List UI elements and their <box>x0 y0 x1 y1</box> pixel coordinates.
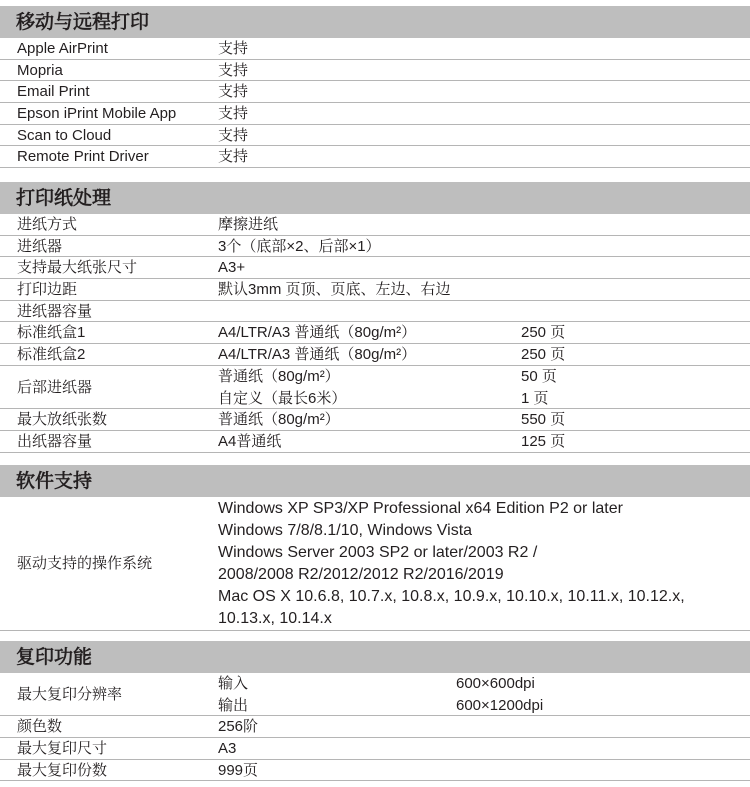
row-quantity-secondary: 1 页 <box>521 389 549 407</box>
row-value: 普通纸（80g/m²） <box>218 411 340 429</box>
table-row <box>0 257 750 279</box>
section-paper-handling <box>0 182 750 453</box>
table-row <box>0 146 750 168</box>
table-row <box>0 236 750 258</box>
row-label: 颜色数 <box>17 718 63 736</box>
table-row <box>0 322 750 344</box>
row-label: 标准纸盒2 <box>17 346 86 364</box>
os-line: 2008/2008 R2/2012/2012 R2/2016/2019 <box>218 566 504 583</box>
row-value: 支持 <box>218 105 249 123</box>
row-quantity: 600×600dpi <box>456 675 535 692</box>
section-title: 软件支持 <box>0 465 750 497</box>
row-label: 最大复印份数 <box>17 761 108 779</box>
table-row <box>0 103 750 125</box>
row-value: 摩擦进纸 <box>218 216 279 233</box>
table-row <box>0 301 750 323</box>
row-value: A4/LTR/A3 普通纸（80g/m²） <box>218 346 417 364</box>
row-label: 最大复印尺寸 <box>17 740 108 758</box>
row-label: 进纸器 <box>17 237 63 255</box>
row-label: 最大放纸张数 <box>17 411 108 429</box>
table-row <box>0 409 750 431</box>
row-value: A3+ <box>218 259 246 277</box>
os-line: Windows Server 2003 SP2 or later/2003 R2 / <box>218 544 538 561</box>
os-list <box>218 498 685 630</box>
section-mobile-printing <box>0 6 750 168</box>
row-quantity: 550 页 <box>521 411 566 429</box>
row-label: Epson iPrint Mobile App <box>17 105 177 123</box>
row-label: 进纸器容量 <box>17 302 93 320</box>
table-row <box>0 279 750 301</box>
table-row <box>0 738 750 760</box>
row-label: 支持最大纸张尺寸 <box>17 259 138 277</box>
row-value: 普通纸（80g/m²） <box>218 367 340 385</box>
row-value: 支持 <box>218 83 249 101</box>
row-value: 默认3mm 页顶、页底、左边、右边 <box>218 281 451 299</box>
table-row <box>0 214 750 236</box>
os-line: Windows 7/8/8.1/10, Windows Vista <box>218 522 473 539</box>
row-value: 支持 <box>218 148 249 166</box>
os-line: 10.13.x, 10.14.x <box>218 610 332 627</box>
row-label: Apple AirPrint <box>17 40 108 57</box>
row-label: Scan to Cloud <box>17 126 112 144</box>
row-label: Email Print <box>17 83 90 101</box>
table-row <box>0 38 750 60</box>
table-row <box>0 760 750 782</box>
row-quantity: 250 页 <box>521 346 566 364</box>
row-label: 最大复印分辨率 <box>17 686 123 703</box>
table-row <box>0 497 750 631</box>
row-quantity: 50 页 <box>521 367 557 385</box>
row-label: 出纸器容量 <box>17 432 93 450</box>
row-value: 999页 <box>218 761 259 779</box>
row-label: 标准纸盒1 <box>17 324 86 342</box>
row-label: 后部进纸器 <box>17 378 93 396</box>
row-value: A4普通纸 <box>218 432 282 450</box>
os-line: Mac OS X 10.6.8, 10.7.x, 10.8.x, 10.9.x, 10.10.x, 10.11.x, 10.12.x, <box>218 588 685 605</box>
table-row <box>0 125 750 147</box>
table-row <box>0 344 750 366</box>
section-software-support <box>0 465 750 631</box>
row-label: Remote Print Driver <box>17 148 149 166</box>
section-title: 复印功能 <box>0 641 750 673</box>
row-value: A4/LTR/A3 普通纸（80g/m²） <box>218 324 417 342</box>
row-value: 支持 <box>218 40 249 57</box>
section-title: 打印纸处理 <box>0 182 750 214</box>
table-row <box>0 366 750 409</box>
row-value: 支持 <box>218 61 249 79</box>
row-label: 打印边距 <box>17 281 78 299</box>
row-value-secondary: 自定义（最长6米） <box>218 389 347 407</box>
row-value: 256阶 <box>218 718 259 736</box>
row-label: 进纸方式 <box>17 216 78 233</box>
row-quantity: 250 页 <box>521 324 566 342</box>
table-row <box>0 716 750 738</box>
table-row <box>0 60 750 82</box>
table-row <box>0 431 750 453</box>
row-label: 驱动支持的操作系统 <box>17 555 153 572</box>
row-value: 输入 <box>218 675 249 692</box>
row-label: Mopria <box>17 61 63 79</box>
os-line: Windows XP SP3/XP Professional x64 Edition P2 or later <box>218 500 623 517</box>
section-title: 移动与远程打印 <box>0 6 750 38</box>
table-row <box>0 81 750 103</box>
row-quantity-secondary: 600×1200dpi <box>456 696 544 714</box>
row-value-secondary: 输出 <box>218 696 249 714</box>
row-quantity: 125 页 <box>521 432 566 450</box>
row-value: 3个（底部×2、后部×1） <box>218 237 381 255</box>
table-row <box>0 673 750 716</box>
section-copy-functions <box>0 641 750 781</box>
row-value: A3 <box>218 740 237 758</box>
row-value: 支持 <box>218 126 249 144</box>
